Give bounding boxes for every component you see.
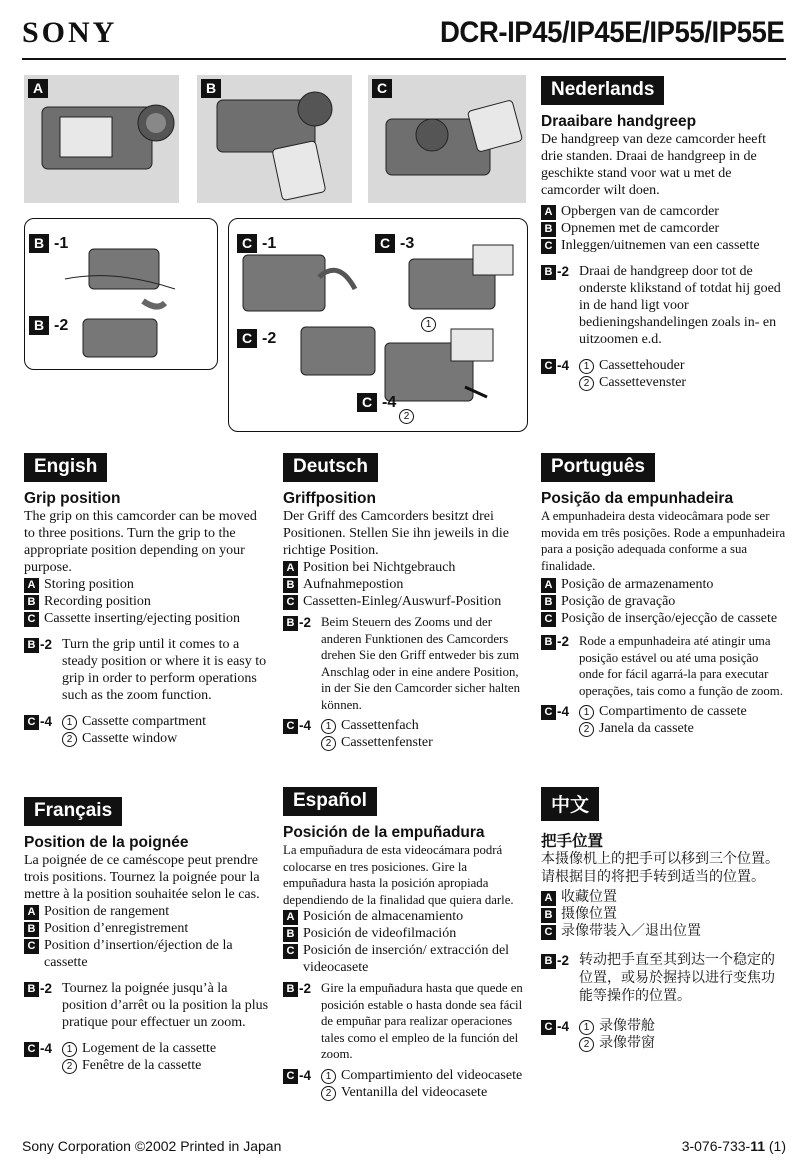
intro-text: Der Griff des Camcorders besitzt drei Positionen. Stellen Sie ihn jeweils in die richtige Position. — [283, 509, 509, 558]
step-b2-text: 转动把手直至其到达一个稳定的位置，或易於握持以进行变焦功能等操作的位置。 — [579, 953, 775, 1004]
part-revision: 11 — [750, 1138, 765, 1154]
c4-item-2: Janela da cassete — [599, 721, 694, 736]
label-c: C — [372, 79, 392, 98]
key-b: B — [24, 638, 39, 653]
item-b: Opnemen met de camcorder — [561, 221, 720, 236]
callout-number-2: 2 — [399, 409, 414, 424]
step-c4-label: C -4 — [357, 391, 396, 412]
key-b: B — [283, 927, 298, 942]
step-key: -2 — [299, 615, 312, 630]
intro-text: 本摄像机上的把手可以移到三个位置。请根据目的将把手转到适当的位置。 — [541, 852, 779, 885]
key-c: C — [541, 1020, 556, 1035]
section-title: Posición de la empuñadura — [283, 824, 485, 841]
step-b2-text: Beim Steuern des Zooms und der anderen Funktionen des Camcorders drehen Sie den Griff entweder bis zum Anschlag oder in eine andere Position, in der Sie den Camcorder sicher halten können. — [321, 615, 520, 712]
item-c: Cassette inserting/ejecting position — [44, 611, 240, 626]
num-2: 2 — [321, 1086, 336, 1101]
step-b2-text: Gire la empuñadura hasta que quede en posición estable o hasta donde sea fácil de empuñar para realizar operaciones tales como el empleo de la función del zoom. — [321, 981, 523, 1061]
section-title: Position de la poignée — [24, 834, 189, 851]
key-b: B — [283, 982, 298, 997]
item-b: Posición de videofilmación — [303, 926, 457, 941]
num-1: 1 — [62, 1042, 77, 1057]
step-key: -4 — [557, 704, 570, 719]
key-b: B — [541, 595, 556, 610]
c4-item-2: Cassette window — [82, 731, 178, 746]
footer-part-number — [682, 1138, 786, 1154]
step-key: -4 — [299, 1067, 312, 1083]
key-c: C — [24, 612, 39, 627]
key-c: C — [24, 939, 39, 954]
section-title: Griffposition — [283, 490, 376, 507]
lang-heading-english: Engish — [24, 453, 107, 482]
footer-copyright: Sony Corporation ©2002 Printed in Japan — [22, 1138, 282, 1154]
intro-text: The grip on this camcorder can be moved to three positions. Turn the grip to the appropriate position depending on your purpose. — [24, 509, 257, 575]
callout-c — [228, 218, 528, 432]
item-a: Position de rangement — [44, 904, 170, 919]
section-espanol — [283, 787, 528, 1101]
model-number: DCR-IP45/IP45E/IP55/IP55E — [439, 16, 784, 49]
item-c: Posición de inserción/ extracción del videocasete — [303, 943, 510, 975]
item-b: Position d’enregistrement — [44, 921, 189, 936]
item-c: Posição de inserção/ejecção de cassete — [561, 611, 778, 626]
num-2: 2 — [321, 736, 336, 751]
c4-item-2: Fenêtre de la cassette — [82, 1058, 202, 1073]
c4-item-2: Ventanilla del videocasete — [341, 1084, 488, 1100]
lang-heading-espanol: Español — [283, 787, 377, 816]
c4-item-1: Cassettehouder — [599, 358, 685, 373]
num-1: 1 — [579, 359, 594, 374]
lang-heading-nederlands: Nederlands — [541, 76, 664, 105]
lang-heading-portugues: Português — [541, 453, 655, 482]
item-a: Opbergen van de camcorder — [561, 204, 719, 219]
item-c: Position d’insertion/éjection de la cassette — [44, 938, 233, 970]
num-1: 1 — [579, 705, 594, 720]
illustration-a — [24, 75, 179, 203]
item-b: Recording position — [44, 594, 151, 609]
item-c: Inleggen/uitnemen van een cassette — [561, 238, 760, 253]
header-rule — [22, 58, 786, 60]
step-key: -2 — [557, 953, 570, 968]
section-nederlands — [541, 76, 786, 391]
key-b: B — [541, 265, 556, 280]
c4-item-1: Cassettenfach — [341, 718, 419, 733]
step-b2-text: Tournez la poignée jusqu’à la position d’arrêt ou la position la plus pratique pour effectuer un zoom. — [62, 981, 269, 1030]
key-c: C — [24, 1042, 39, 1057]
section-title: Posição da empunhadeira — [541, 490, 734, 507]
item-a: Position bei Nichtgebrauch — [303, 560, 456, 575]
item-a: Posição de armazenamento — [561, 577, 714, 592]
step-b1-label: B -1 — [29, 232, 68, 253]
num-1: 1 — [62, 715, 77, 730]
key-a: A — [283, 910, 298, 925]
label-a: A — [28, 79, 48, 98]
step-c3-label: C -3 — [375, 232, 414, 253]
key-b: B — [541, 222, 556, 237]
step-b2-text: Draai de handgreep door tot de onderste klikstand of totdat hij goed in de hand ligt voor bedieningshandelingen zoals in- en uitzoomen e.d. — [579, 264, 781, 347]
key-b: B — [24, 982, 39, 997]
step-key: -4 — [557, 358, 570, 373]
num-2: 2 — [579, 722, 594, 737]
section-title: 把手位置 — [541, 833, 604, 850]
key-b: B — [541, 954, 556, 969]
key-b: B — [541, 635, 556, 650]
c4-item-1: Cassette compartment — [82, 714, 207, 729]
lang-heading-deutsch: Deutsch — [283, 453, 378, 482]
item-a: 收藏位置 — [561, 890, 617, 905]
num-2: 2 — [62, 1059, 77, 1074]
part-code: 3-076-733- — [681, 1138, 751, 1154]
key-b: B — [24, 922, 39, 937]
step-key: -2 — [557, 634, 570, 649]
step-key: -4 — [40, 1041, 53, 1056]
num-1: 1 — [579, 1020, 594, 1035]
step-c1-label: C -1 — [237, 232, 276, 253]
key-c: C — [541, 612, 556, 627]
num-2: 2 — [62, 732, 77, 747]
key-c: C — [283, 1069, 298, 1084]
key-a: A — [541, 578, 556, 593]
key-a: A — [541, 205, 556, 220]
key-c: C — [283, 719, 298, 734]
c4-item-1: Compartimento de cassete — [599, 704, 747, 719]
section-english — [24, 453, 269, 747]
num-2: 2 — [579, 376, 594, 391]
key-a: A — [24, 578, 39, 593]
section-francais — [24, 797, 269, 1074]
c4-item-2: Cassettevenster — [599, 375, 687, 390]
illustration-c — [368, 75, 526, 203]
key-c: C — [541, 705, 556, 720]
item-b: Aufnahmepostion — [303, 577, 404, 592]
key-a: A — [24, 905, 39, 920]
sony-logo: SONY — [22, 16, 118, 49]
illustration-b — [197, 75, 352, 203]
item-c: 录像带装入／退出位置 — [561, 924, 701, 939]
c4-item-2: 录像带窗 — [599, 1036, 655, 1051]
section-portugues — [541, 453, 786, 737]
step-c2-label: C -2 — [237, 327, 276, 348]
num-1: 1 — [321, 1069, 336, 1084]
num-1: 1 — [321, 719, 336, 734]
key-b: B — [283, 578, 298, 593]
callout-b — [24, 218, 218, 370]
lang-heading-francais: Français — [24, 797, 122, 826]
c4-item-1: 录像带舱 — [599, 1019, 655, 1034]
step-b2-label: B -2 — [29, 314, 68, 335]
section-title: Grip position — [24, 490, 121, 507]
key-c: C — [541, 359, 556, 374]
key-c: C — [283, 595, 298, 610]
key-c: C — [541, 925, 556, 940]
c4-item-1: Logement de la cassette — [82, 1041, 217, 1056]
key-c: C — [283, 944, 298, 959]
step-key: -4 — [40, 714, 53, 729]
section-chinese — [541, 787, 786, 1052]
num-2: 2 — [579, 1037, 594, 1052]
lang-heading-chinese: 中文 — [541, 787, 599, 821]
callout-number-1: 1 — [421, 317, 436, 332]
c4-item-1: Compartimiento del videocasete — [341, 1067, 523, 1083]
key-c: C — [24, 715, 39, 730]
step-key: -2 — [40, 637, 53, 652]
step-key: -2 — [40, 981, 53, 996]
intro-text: A empunhadeira desta videocâmara pode ser movida em três posições. Rode a empunhadeira para a posição adequada conforme a sua finalidade. — [541, 509, 786, 573]
intro-text: La poignée de ce caméscope peut prendre trois positions. Tournez la poignée pour la mettre à la position souhaitée selon le cas. — [24, 853, 260, 902]
key-b: B — [541, 908, 556, 923]
step-b2-text: Turn the grip until it comes to a steady position or where it is easy to grip in order to perform operations such as the zoom function. — [62, 637, 267, 703]
step-key: -4 — [299, 718, 312, 733]
item-b: Posição de gravação — [561, 594, 676, 609]
section-title: Draaibare handgreep — [541, 113, 697, 130]
key-c: C — [541, 239, 556, 254]
key-a: A — [541, 891, 556, 906]
item-a: Posición de almacenamiento — [303, 909, 464, 924]
item-a: Storing position — [44, 577, 134, 592]
key-b: B — [283, 616, 298, 631]
part-suffix: (1) — [765, 1138, 786, 1154]
item-c: Cassetten-Einleg/Auswurf-Position — [303, 594, 502, 609]
step-b2-text: Rode a empunhadeira até atingir uma posição estável ou até uma posição onde for fácil agarrá-la para executar operações, tais como a função de zoom. — [579, 634, 783, 698]
step-key: -2 — [299, 981, 312, 996]
section-deutsch — [283, 453, 528, 751]
intro-text: La empuñadura de esta videocámara podrá colocarse en tres posiciones. Gire la empuñadura hasta la posición apropiada dependiendo de la finalidad que quiera darle. — [283, 843, 514, 907]
key-a: A — [283, 561, 298, 576]
step-key: -2 — [557, 264, 570, 279]
label-b: B — [201, 79, 221, 98]
step-key: -4 — [557, 1019, 570, 1034]
key-b: B — [24, 595, 39, 610]
c4-item-2: Cassettenfenster — [341, 735, 433, 750]
item-b: 摄像位置 — [561, 907, 617, 922]
intro-text: De handgreep van deze camcorder heeft drie standen. Draai de handgreep in de geschikte stand voor wat u met de camcorder wilt doen. — [541, 132, 767, 198]
